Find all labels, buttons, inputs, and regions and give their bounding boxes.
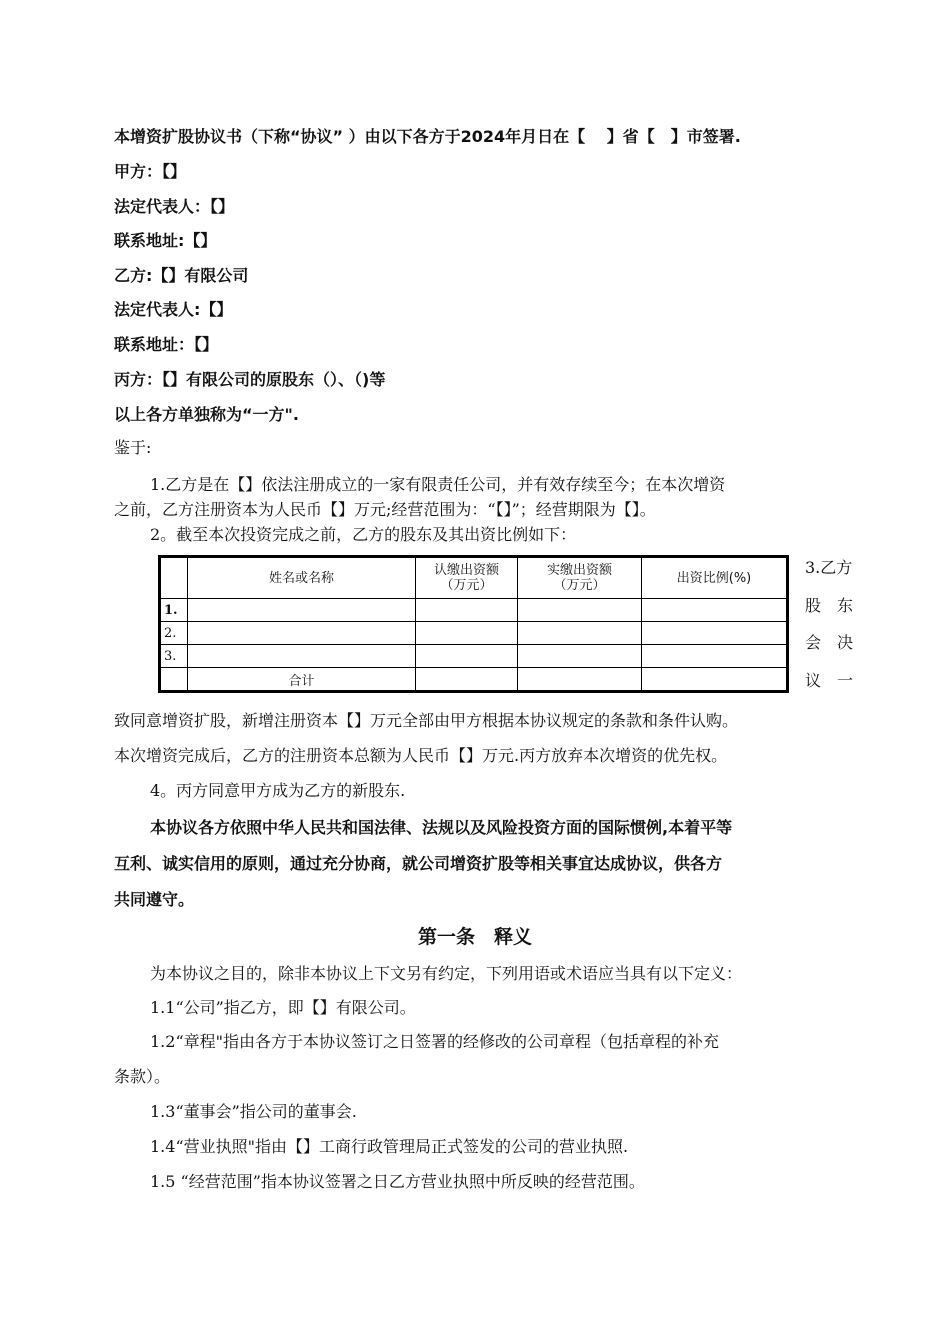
definition-1-5: 1.5 “经营范围”指本协议签署之日乙方营业执照中所反映的经营范围。: [150, 1172, 645, 1191]
row-name: [188, 645, 416, 668]
definition-1-2-line2: 条款）。: [114, 1067, 171, 1086]
row-paid: [518, 668, 642, 692]
table-row: [160, 645, 788, 668]
whereas-item-1-line1: 1.乙方是在【】依法注册成立的一家有限责任公司，并有效存续至今；在本次增资: [150, 475, 726, 494]
each-party-note: 以上各方单独称为“一方".: [114, 405, 299, 424]
table-header-ratio: 出资比例(%): [642, 557, 788, 599]
party-a-address: 联系地址:【】: [114, 231, 217, 250]
shareholder-table: [158, 555, 789, 693]
table-header-row: [160, 557, 788, 599]
row-subscribed: [416, 668, 518, 692]
principle-line1: 本协议各方依照中华人民共和国法律、法规以及风险投资方面的国际惯例,本着平等: [150, 818, 733, 837]
row-name: [188, 622, 416, 645]
whereas-item-3-side-3: 会 决: [805, 633, 854, 652]
row-paid: [518, 645, 642, 668]
table-header-index: [160, 557, 188, 599]
party-a-representative: 法定代表人：【】: [114, 197, 235, 216]
row-ratio: [642, 645, 788, 668]
intro-line: 本增资扩股协议书（下称“协议” ）由以下各方于2024年月日在【 】省【 】市签署.: [114, 127, 741, 146]
article-1-title: 第一条 释义: [417, 926, 532, 948]
party-a: 甲方：【】: [114, 162, 187, 181]
row-index: 2.: [160, 622, 188, 645]
table-header-subscribed: 认缴出资额 （万元）: [416, 557, 518, 599]
party-c: 丙方：【】有限公司的原股东（）、（)等: [114, 370, 386, 389]
row-subscribed: [416, 645, 518, 668]
row-subscribed: [416, 622, 518, 645]
row-ratio: [642, 668, 788, 692]
row-paid: [518, 599, 642, 622]
row-index: [160, 668, 188, 692]
principle-line2: 互利、诚实信用的原则，通过充分协商，就公司增资扩股等相关事宜达成协议，供各方: [114, 854, 723, 873]
row-name: [188, 599, 416, 622]
article-1-intro: 为本协议之目的，除非本协议上下文另有约定，下列用语或术语应当具有以下定义：: [150, 964, 743, 983]
row-ratio: [642, 622, 788, 645]
definition-1-3: 1.3“董事会”指公司的董事会.: [150, 1102, 357, 1121]
whereas-item-1-line2: 之前，乙方注册资本为人民币【】万元;经营范围为：“【】”；经营期限为【】。: [114, 500, 656, 519]
whereas-label: 鉴于:: [114, 438, 152, 457]
whereas-item-4: 4。丙方同意甲方成为乙方的新股东.: [150, 781, 406, 800]
definition-1-2-line1: 1.2“章程"指由各方于本协议签订之日签署的经修改的公司章程（包括章程的补充: [150, 1032, 719, 1051]
table-header-name: 姓名或名称: [188, 557, 416, 599]
row-paid: [518, 622, 642, 645]
table-header-paid: 实缴出资额 （万元）: [518, 557, 642, 599]
definition-1-1: 1.1“公司”指乙方，即【】有限公司。: [150, 998, 416, 1017]
table-row: [160, 622, 788, 645]
whereas-item-3-side-2: 股 东: [805, 596, 854, 615]
principle-line3: 共同遵守。: [114, 890, 195, 909]
definition-1-4: 1.4“营业执照"指由【】工商行政管理局正式签发的公司的营业执照.: [150, 1137, 629, 1156]
whereas-item-3-line2: 本次增资完成后，乙方的注册资本总额为人民币【】万元.丙方放弃本次增资的优先权。: [114, 746, 728, 765]
row-index: 1.: [160, 599, 188, 622]
party-b-address: 联系地址：【】: [114, 335, 219, 354]
whereas-item-2: 2。截至本次投资完成之前，乙方的股东及其出资比例如下：: [150, 525, 577, 544]
row-total-label: 合计: [188, 668, 416, 692]
party-b-representative: 法定代表人:【】: [114, 300, 233, 319]
row-index: 3.: [160, 645, 188, 668]
whereas-item-3-side-4: 议 一: [805, 671, 854, 690]
whereas-item-3-side-1: 3.乙方: [805, 558, 853, 577]
table-total-row: [160, 668, 788, 692]
party-b: 乙方:【】有限公司: [114, 266, 249, 285]
table-row: [160, 599, 788, 622]
whereas-item-3-line1: 致同意增资扩股，新增注册资本【】万元全部由甲方根据本协议规定的条款和条件认购。: [114, 711, 739, 730]
row-ratio: [642, 599, 788, 622]
row-subscribed: [416, 599, 518, 622]
